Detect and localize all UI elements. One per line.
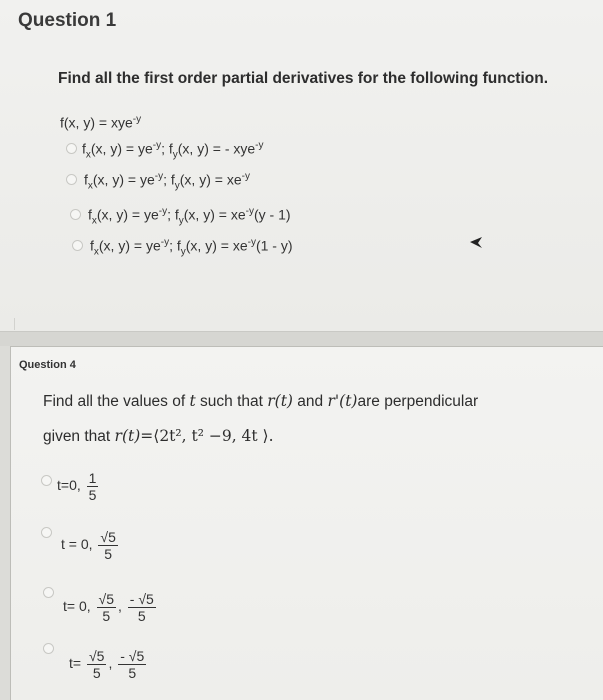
question-4-prompt-line-1 xyxy=(43,392,478,411)
q1-option-1-sub: y xyxy=(172,149,178,161)
q1-option-3-part: (y - 1) xyxy=(253,206,291,223)
fraction-denominator: 5 xyxy=(128,665,137,681)
math-vector: ⟨2t², t² −9, 4t ⟩. xyxy=(153,427,274,445)
prompt-text: are perpendicular xyxy=(357,393,479,410)
q1-option-2-part: ; f xyxy=(163,171,175,188)
q4-option-2-label[interactable] xyxy=(61,529,120,562)
q1-option-2-exp: -y xyxy=(154,171,164,182)
prompt-text: such that xyxy=(200,393,263,410)
math-variable: t xyxy=(189,392,196,410)
q1-option-4-sub: x xyxy=(93,246,99,258)
q1-option-3-exp: -y xyxy=(158,206,168,217)
q1-option-3-radio[interactable] xyxy=(70,209,81,220)
q1-option-3-part: (x, y) = ye xyxy=(96,206,159,223)
q1-option-4-part: (x, y) = xe xyxy=(185,237,248,254)
divider xyxy=(14,318,25,330)
q4-option-1-radio[interactable] xyxy=(41,475,52,486)
q1-option-1-part: (x, y) = - xye xyxy=(177,140,256,157)
q1-option-2-part: (x, y) = xe xyxy=(179,171,242,188)
q1-option-4-exp: -y xyxy=(247,237,256,248)
fraction xyxy=(98,529,117,562)
function-text: f(x, y) = xye xyxy=(60,114,133,131)
q1-option-2-radio[interactable] xyxy=(66,174,77,185)
q1-option-3-sub: y xyxy=(178,215,184,227)
q1-option-4-radio[interactable] xyxy=(72,240,83,251)
q4-option-3-radio[interactable] xyxy=(43,587,54,598)
question-1-prompt: Find all the first order partial derivatives for the following function. xyxy=(58,70,549,87)
q1-option-1-part: f xyxy=(82,140,86,157)
q1-option-1-radio[interactable] xyxy=(66,143,77,154)
q4-option-4-label[interactable]: t= $\frac{√5}{5}$ , $\frac{- √5}{5}$ xyxy=(69,648,145,681)
q1-option-3-label[interactable] xyxy=(88,206,291,226)
q1-option-4-sub: y xyxy=(180,246,186,258)
q1-option-1-exp: -y xyxy=(255,140,264,151)
q1-option-1-part: (x, y) = ye xyxy=(90,140,153,157)
q1-option-1-sub: x xyxy=(85,149,91,161)
q1-option-2-part: (x, y) = ye xyxy=(92,171,155,188)
fraction-denominator: 5 xyxy=(102,608,111,624)
q1-option-3-sub: x xyxy=(91,215,97,227)
question-4-prompt-line-2 xyxy=(43,427,274,446)
mouse-cursor-icon xyxy=(468,234,484,250)
fraction-numerator: √5 xyxy=(98,591,115,607)
q1-option-3-part: f xyxy=(88,206,92,223)
panel-gap xyxy=(0,332,603,346)
q4-option-4-radio[interactable] xyxy=(43,643,54,654)
q1-option-2-part: f xyxy=(84,171,88,188)
math-expression: r(t) xyxy=(267,392,293,410)
prompt-text: given that xyxy=(43,428,111,445)
fraction xyxy=(128,591,156,624)
q1-option-2-label[interactable] xyxy=(84,171,250,191)
q4-option-3-label[interactable]: t= 0, $\frac{√5}{5}$ , $\frac{- √5}{5}$ xyxy=(63,591,154,624)
q4-option-2-radio[interactable] xyxy=(41,527,52,538)
q1-option-3-part: ; f xyxy=(167,206,179,223)
q1-option-3-exp: -y xyxy=(245,206,254,217)
q1-option-1-label[interactable] xyxy=(82,140,264,160)
prompt-text: and xyxy=(297,393,324,410)
question-4-title: Question 4 xyxy=(19,359,76,371)
math-expression: r(t)= xyxy=(114,427,154,445)
fraction-numerator: √5 xyxy=(88,648,105,664)
math-expression: r'(t) xyxy=(327,392,358,410)
q1-option-1-part: ; f xyxy=(161,140,173,157)
option-prefix: t= xyxy=(69,655,82,672)
q1-option-1-exp: -y xyxy=(152,140,162,151)
q1-option-2-sub: y xyxy=(174,180,180,192)
function-exponent: -y xyxy=(132,114,142,125)
fraction xyxy=(97,591,116,624)
question-1-title: Question 1 xyxy=(18,10,117,31)
option-prefix: t= 0, xyxy=(63,598,91,615)
fraction xyxy=(87,648,106,681)
q1-option-4-part: ; f xyxy=(169,237,181,254)
q1-option-4-part: (1 - y) xyxy=(255,237,293,254)
fraction xyxy=(87,470,99,503)
q1-option-4-exp: -y xyxy=(160,237,170,248)
prompt-text: Find all the values of xyxy=(43,393,186,410)
option-prefix: t=0, xyxy=(57,477,81,494)
fraction xyxy=(118,648,146,681)
fraction-numerator: √5 xyxy=(100,529,116,545)
question-4-panel xyxy=(10,346,603,700)
option-prefix: t = 0, xyxy=(61,536,93,553)
question-1-panel xyxy=(0,0,603,332)
q1-option-2-exp: -y xyxy=(241,171,250,182)
fraction-numerator: - √5 xyxy=(129,591,154,607)
fraction-numerator: - √5 xyxy=(120,648,145,664)
fraction-denominator: 5 xyxy=(104,546,113,562)
q1-option-4-label[interactable] xyxy=(90,237,293,257)
fraction-denominator: 5 xyxy=(92,665,101,681)
q1-option-4-part: f xyxy=(90,237,94,254)
fraction-numerator: 1 xyxy=(88,470,97,486)
question-1-function xyxy=(60,114,141,131)
q4-option-1-label[interactable] xyxy=(57,470,100,503)
fraction-denominator: 5 xyxy=(137,608,146,624)
fraction-denominator: 5 xyxy=(88,487,97,503)
q1-option-3-part: (x, y) = xe xyxy=(183,206,246,223)
q1-option-4-part: (x, y) = ye xyxy=(98,237,161,254)
q1-option-2-sub: x xyxy=(87,180,93,192)
